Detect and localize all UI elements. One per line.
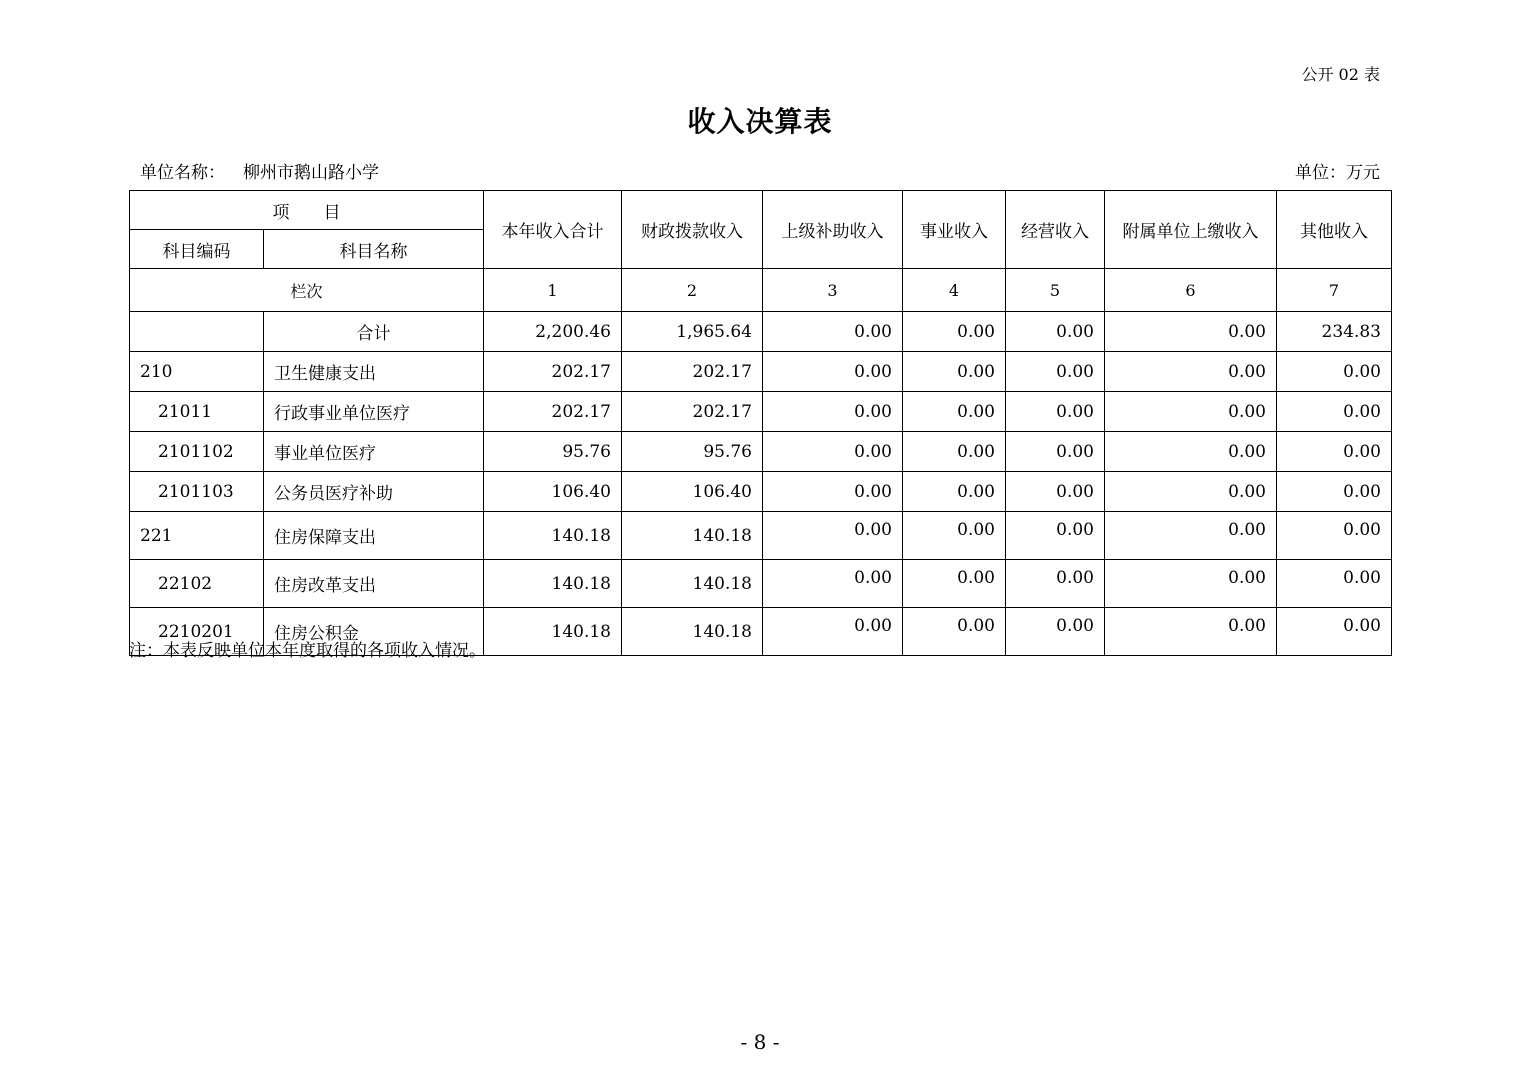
- row-value: 202.17: [622, 352, 763, 392]
- row-value: 0.00: [903, 560, 1006, 608]
- row-value: 106.40: [622, 472, 763, 512]
- row-value: 0.00: [1277, 472, 1392, 512]
- row-value: 0.00: [903, 432, 1006, 472]
- row-value: 0.00: [1006, 512, 1105, 560]
- page-number: - 8 -: [740, 1030, 780, 1054]
- header-business-income: 事业收入: [903, 191, 1006, 269]
- column-number: 4: [903, 269, 1006, 312]
- row-value: 140.18: [622, 560, 763, 608]
- column-number: 7: [1277, 269, 1392, 312]
- subject-code: 2101103: [130, 472, 264, 512]
- subject-code: 22102: [130, 560, 264, 608]
- row-value: 106.40: [484, 472, 622, 512]
- row-value: 0.00: [1105, 432, 1277, 472]
- unit-name-value: 柳州市鹅山路小学: [243, 163, 379, 183]
- row-value: 0.00: [1006, 560, 1105, 608]
- row-value: 0.00: [763, 352, 903, 392]
- row-value: 0.00: [763, 432, 903, 472]
- row-value: 0.00: [1006, 392, 1105, 432]
- row-value: 0.00: [1006, 432, 1105, 472]
- table-row: [130, 352, 1392, 392]
- row-value: 95.76: [622, 432, 763, 472]
- total-value: 2,200.46: [484, 312, 622, 352]
- subject-name: 公务员医疗补助: [264, 472, 484, 512]
- subject-code: 210: [130, 352, 264, 392]
- column-number: 2: [622, 269, 763, 312]
- subject-name: 住房改革支出: [264, 560, 484, 608]
- column-number-label: 栏次: [130, 269, 484, 312]
- row-value: 0.00: [763, 512, 903, 560]
- table-row: [130, 392, 1392, 432]
- total-value: 0.00: [1006, 312, 1105, 352]
- subject-name: 住房公积金: [264, 608, 484, 656]
- row-value: 0.00: [1105, 512, 1277, 560]
- column-number: 1: [484, 269, 622, 312]
- subject-code: 21011: [130, 392, 264, 432]
- header-row: [130, 191, 1392, 230]
- row-value: 0.00: [763, 392, 903, 432]
- total-value: 1,965.64: [622, 312, 763, 352]
- header-other-income: 其他收入: [1277, 191, 1392, 269]
- header-operating-income: 经营收入: [1006, 191, 1105, 269]
- table-row: [130, 432, 1392, 472]
- row-value: 0.00: [763, 608, 903, 656]
- unit-name-line: [140, 158, 379, 183]
- column-number-row: [130, 269, 1392, 312]
- header-subject-code: 科目编码: [130, 230, 264, 269]
- row-value: 95.76: [484, 432, 622, 472]
- row-value: 0.00: [763, 560, 903, 608]
- header-item: 项 目: [130, 191, 484, 230]
- currency-unit: 单位：万元: [1295, 163, 1380, 183]
- header-total-income: 本年收入合计: [484, 191, 622, 269]
- subject-code: 221: [130, 512, 264, 560]
- row-value: 0.00: [903, 512, 1006, 560]
- header-superior-subsidy: 上级补助收入: [763, 191, 903, 269]
- row-value: 0.00: [1277, 352, 1392, 392]
- row-value: 0.00: [1105, 352, 1277, 392]
- row-value: 0.00: [1006, 472, 1105, 512]
- subject-name: 住房保障支出: [264, 512, 484, 560]
- row-value: 0.00: [903, 392, 1006, 432]
- table-row: [130, 472, 1392, 512]
- header-fiscal-appropriation: 财政拨款收入: [622, 191, 763, 269]
- table-row: [130, 512, 1392, 560]
- row-value: 140.18: [622, 512, 763, 560]
- total-value: 0.00: [903, 312, 1006, 352]
- header-subject-name: 科目名称: [264, 230, 484, 269]
- row-value: 202.17: [622, 392, 763, 432]
- column-number: 5: [1006, 269, 1105, 312]
- header-affiliated-unit-income: 附属单位上缴收入: [1105, 191, 1277, 269]
- total-row: [130, 312, 1392, 352]
- total-label: 合计: [264, 312, 484, 352]
- unit-name-label: 单位名称：: [140, 163, 225, 183]
- income-table: [129, 190, 1392, 656]
- row-value: 0.00: [903, 472, 1006, 512]
- subject-name: 卫生健康支出: [264, 352, 484, 392]
- row-value: 202.17: [484, 392, 622, 432]
- row-value: 0.00: [1105, 392, 1277, 432]
- row-value: 0.00: [1105, 608, 1277, 656]
- row-value: 0.00: [1277, 432, 1392, 472]
- row-value: 0.00: [1105, 560, 1277, 608]
- document-code: 公开 02 表: [1301, 65, 1380, 84]
- row-value: 0.00: [763, 472, 903, 512]
- page-title: 收入决算表: [687, 105, 833, 138]
- row-value: 140.18: [484, 560, 622, 608]
- row-value: 202.17: [484, 352, 622, 392]
- row-value: 0.00: [1277, 512, 1392, 560]
- column-number: 3: [763, 269, 903, 312]
- row-value: 0.00: [1277, 608, 1392, 656]
- total-value: 234.83: [1277, 312, 1392, 352]
- row-value: 0.00: [1277, 392, 1392, 432]
- row-value: 140.18: [484, 512, 622, 560]
- row-value: 0.00: [1006, 608, 1105, 656]
- total-value: 0.00: [1105, 312, 1277, 352]
- row-value: 0.00: [903, 608, 1006, 656]
- subject-name: 行政事业单位医疗: [264, 392, 484, 432]
- subject-code: 2101102: [130, 432, 264, 472]
- subject-name: 事业单位医疗: [264, 432, 484, 472]
- subject-code: 2210201: [130, 608, 264, 656]
- row-value: 0.00: [903, 352, 1006, 392]
- table-row: [130, 560, 1392, 608]
- total-value: 0.00: [763, 312, 903, 352]
- column-number: 6: [1105, 269, 1277, 312]
- row-value: 140.18: [622, 608, 763, 656]
- row-value: 140.18: [484, 608, 622, 656]
- row-value: 0.00: [1006, 352, 1105, 392]
- table-note: 注：本表反映单位本年度取得的各项收入情况。: [129, 641, 486, 661]
- row-value: 0.00: [1277, 560, 1392, 608]
- row-value: 0.00: [1105, 472, 1277, 512]
- total-code-cell: [130, 312, 264, 352]
